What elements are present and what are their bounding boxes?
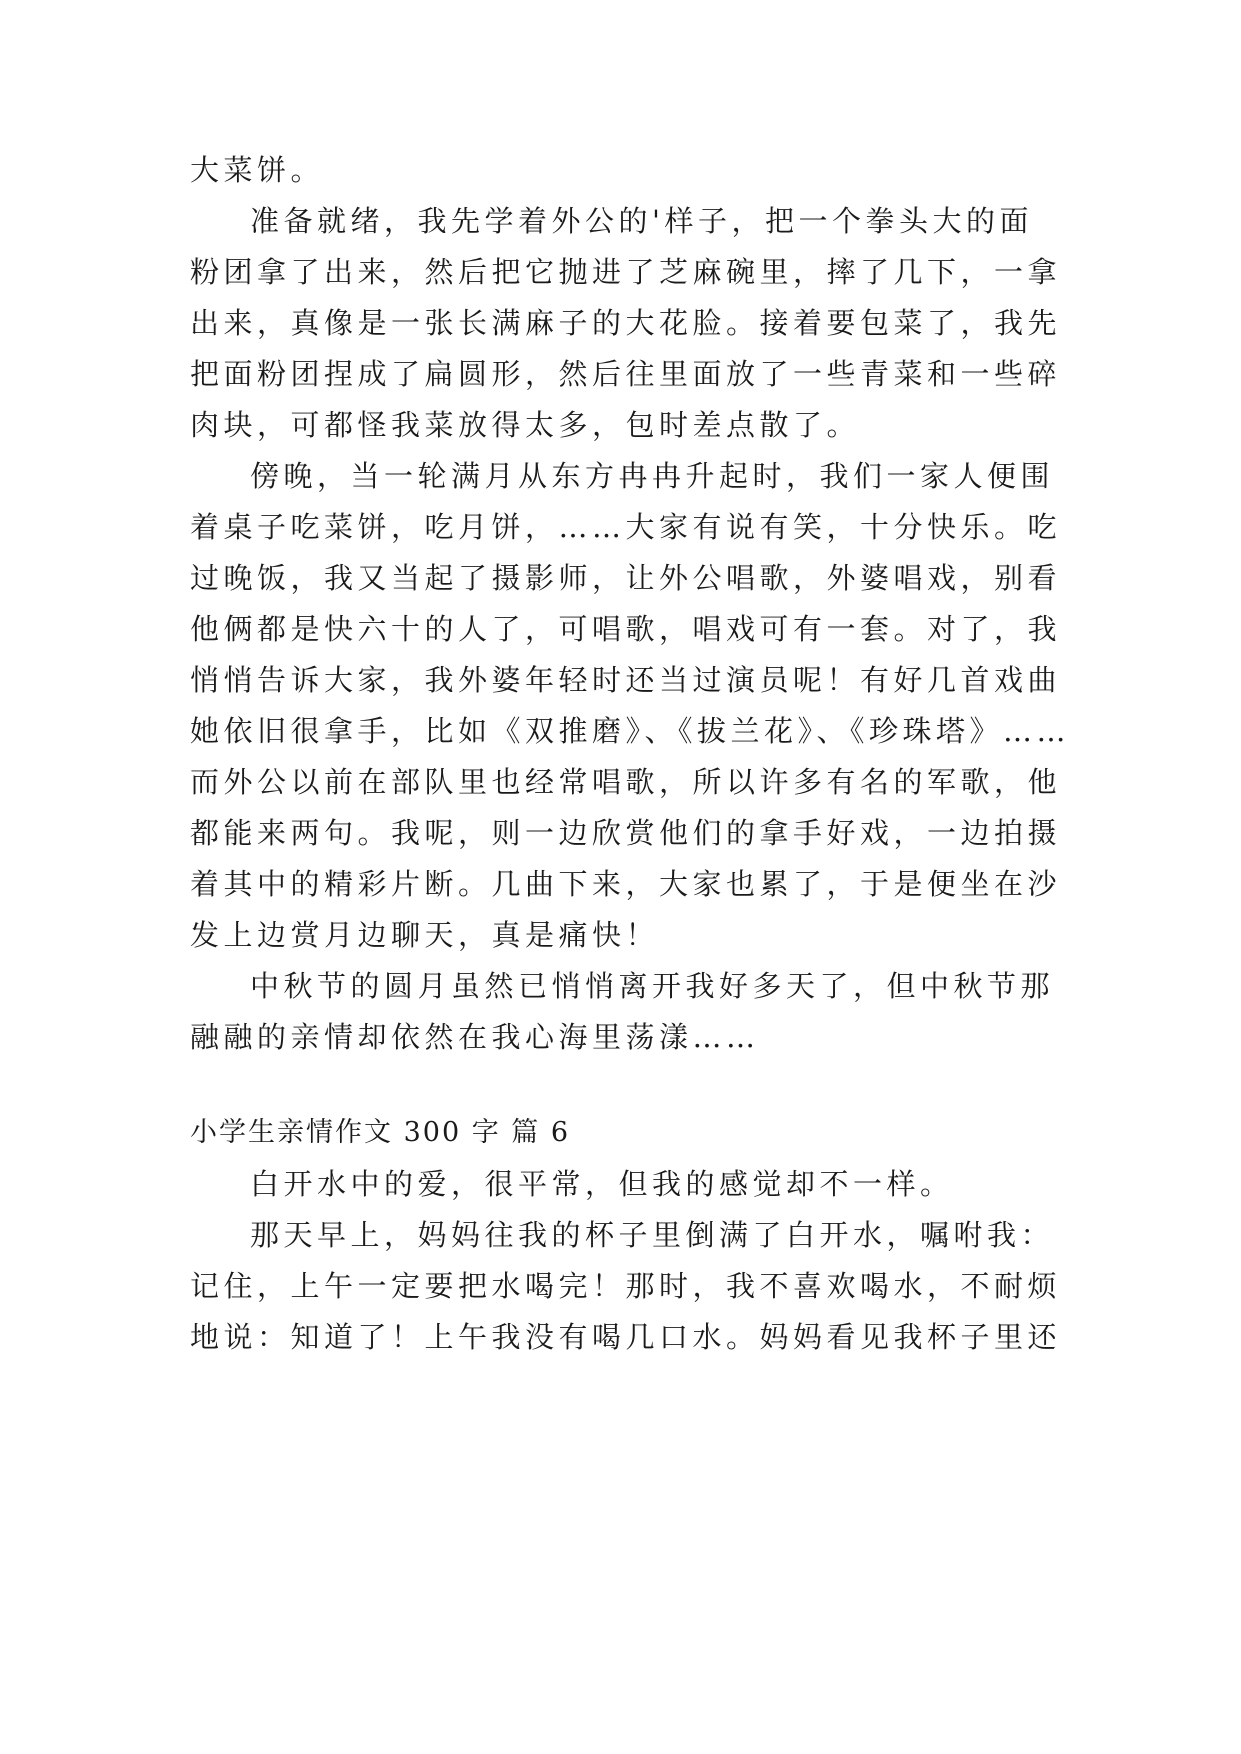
paragraph-start: 中秋节的圆月虽然已悄悄离开我好多天了，但中秋节那 (250, 969, 1055, 1003)
text-line: 都能来两句。我呢，则一边欣赏他们的拿手好戏，一边拍摄 (190, 816, 1062, 850)
text-line: 出来，真像是一张长满麻子的大花脸。接着要包菜了，我先 (190, 306, 1062, 340)
paragraph-start: 白开水中的爱，很平常，但我的感觉却不一样。 (250, 1167, 954, 1201)
paragraph-start: 那天早上，妈妈往我的杯子里倒满了白开水，嘱咐我： (250, 1218, 1055, 1252)
text-line: 地说：知道了！上午我没有喝几口水。妈妈看见我杯子里还 (190, 1320, 1062, 1354)
text-line: 把面粉团捏成了扁圆形，然后往里面放了一些青菜和一些碎 (190, 357, 1062, 391)
text-line: 肉块，可都怪我菜放得太多，包时差点散了。 (190, 408, 861, 442)
paragraph-start: 准备就绪，我先学着外公的'样子，把一个拳头大的面 (250, 204, 1033, 238)
text-line: 粉团拿了出来，然后把它抛进了芝麻碗里，摔了几下，一拿 (190, 255, 1062, 289)
text-line: 他俩都是快六十的人了，可唱歌，唱戏可有一套。对了，我 (190, 612, 1062, 646)
text-line: 她依旧很拿手，比如《双推磨》、《拔兰花》、《珍珠塔》…… (190, 714, 1071, 748)
text-line: 而外公以前在部队里也经常唱歌，所以许多有名的军歌，他 (190, 765, 1062, 799)
text-line: 发上边赏月边聊天，真是痛快！ (190, 918, 660, 952)
text-line: 悄悄告诉大家，我外婆年轻时还当过演员呢！有好几首戏曲 (190, 663, 1062, 697)
text-line: 记住，上午一定要把水喝完！那时，我不喜欢喝水，不耐烦 (190, 1269, 1062, 1303)
paragraph-start: 傍晚，当一轮满月从东方冉冉升起时，我们一家人便围 (250, 459, 1055, 493)
section-title: 小学生亲情作文 300 字 篇 6 (190, 1117, 571, 1148)
text-line: 着其中的精彩片断。几曲下来，大家也累了，于是便坐在沙 (190, 867, 1062, 901)
text-line: 融融的亲情却依然在我心海里荡漾…… (190, 1020, 760, 1054)
document-page (190, 0, 1071, 1754)
text-line: 过晚饭，我又当起了摄影师，让外公唱歌，外婆唱戏，别看 (190, 561, 1062, 595)
text-line: 着桌子吃菜饼，吃月饼，……大家有说有笑，十分快乐。吃 (190, 510, 1062, 544)
text-line: 大菜饼。 (190, 153, 325, 187)
